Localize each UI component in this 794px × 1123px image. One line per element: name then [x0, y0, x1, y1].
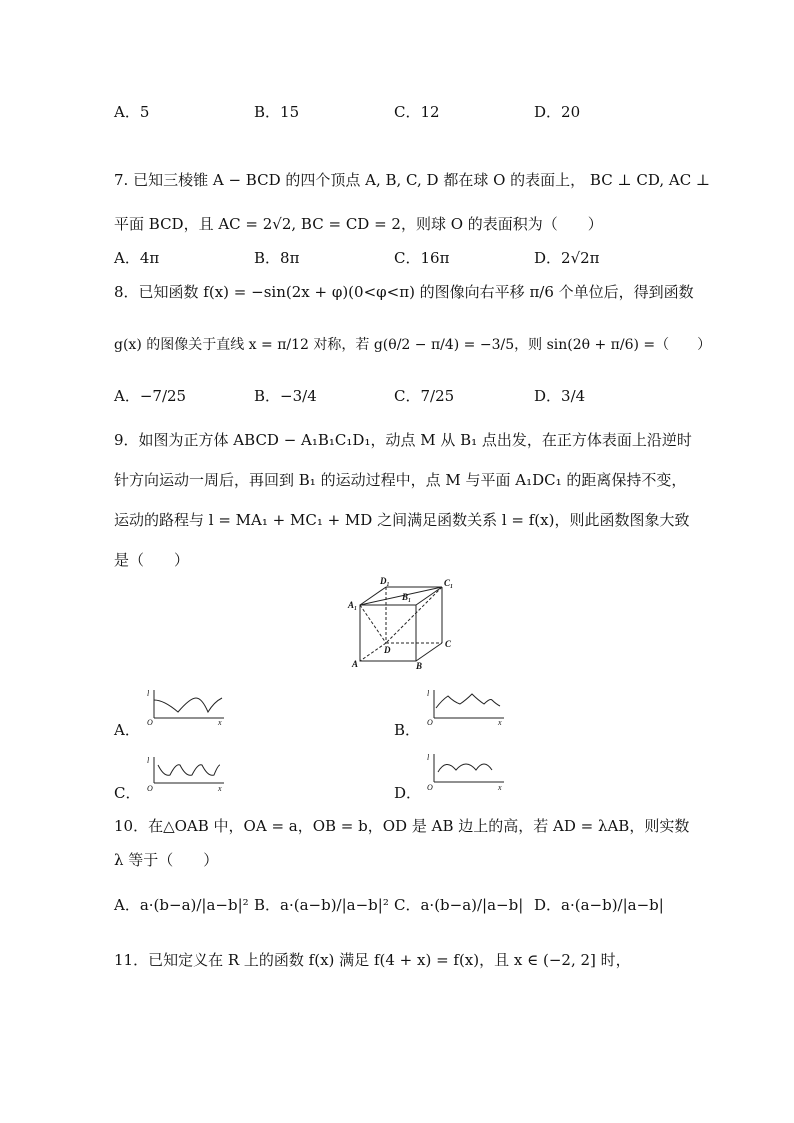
- cube-label-d: D: [384, 645, 391, 655]
- cube-figure: [340, 575, 460, 670]
- graph-c-o: O: [147, 784, 153, 793]
- q6-option-a: A．5: [114, 103, 150, 121]
- q10-option-b: B．a·(a−b)/|a−b|²: [254, 896, 389, 914]
- q9-option-c: C．: [114, 784, 141, 802]
- q6-option-b: B．15: [254, 103, 300, 121]
- graph-a-o: O: [147, 718, 153, 726]
- graph-a-l: l: [147, 689, 150, 698]
- graph-d: [424, 752, 506, 792]
- graph-a-x: x: [218, 718, 222, 726]
- q9-line-1: 9．如图为正方体 ABCD − A₁B₁C₁D₁，动点 M 从 B₁ 点出发，在正方体表面上沿逆时: [114, 431, 692, 449]
- cube-label-c: C: [445, 639, 452, 649]
- graph-d-o: O: [427, 783, 433, 792]
- q8-line-2: g(x) 的图像关于直线 x = π/12 对称，若 g(θ/2 − π/4) = −3/5，则 sin(2θ + π/6) =（ ）: [114, 337, 712, 353]
- graph-b: [424, 688, 506, 726]
- q8-option-b: B．−3/4: [254, 387, 317, 405]
- cube-label-a1: A₁: [348, 600, 358, 610]
- cube-label-a: A: [352, 659, 359, 669]
- q9-option-d: D．: [394, 784, 422, 802]
- q9-line-3: 运动的路程与 l = MA₁ + MC₁ + MD 之间满足函数关系 l = f(x)，则此函数图象大致: [114, 511, 690, 529]
- q7-line-1: 7. 已知三棱锥 A − BCD 的四个顶点 A, B, C, D 都在球 O 的表面上， BC ⊥ CD, AC ⊥: [114, 171, 711, 189]
- q7-option-c: C．16π: [394, 249, 450, 267]
- q11-line-1: 11．已知定义在 R 上的函数 f(x) 满足 f(4 + x) = f(x)，且 x ∈ (−2, 2] 时，: [114, 951, 631, 969]
- graph-b-o: O: [427, 718, 433, 726]
- cube-label-c1: C₁: [444, 578, 454, 588]
- q6-option-c: C．12: [394, 103, 440, 121]
- cube-label-b1: B₁: [402, 592, 412, 602]
- q8-option-a: A．−7/25: [114, 387, 187, 405]
- q7-option-d: D．2√2π: [534, 249, 600, 267]
- q9-option-b: B．: [394, 721, 421, 739]
- graph-d-x: x: [498, 783, 502, 792]
- q7-option-a: A．4π: [114, 249, 160, 267]
- q6-option-d: D．20: [534, 103, 581, 121]
- q9-line-2: 针方向运动一周后，再回到 B₁ 的运动过程中，点 M 与平面 A₁DC₁ 的距离保持不变，: [114, 471, 687, 489]
- q8-option-c: C．7/25: [394, 387, 455, 405]
- q7-option-b: B．8π: [254, 249, 300, 267]
- q9-option-a: A．: [114, 721, 140, 739]
- q10-option-a: A．a·(b−a)/|a−b|²: [114, 896, 249, 914]
- q10-line-1: 10．在△OAB 中，OA = a，OB = b，OD 是 AB 边上的高，若 AD = λAB，则实数: [114, 817, 690, 835]
- graph-a: [144, 688, 226, 726]
- q10-option-d: D．a·(a−b)/|a−b|: [534, 896, 664, 914]
- graph-b-x: x: [498, 718, 502, 726]
- q7-line-2: 平面 BCD，且 AC = 2√2, BC = CD = 2，则球 O 的表面积为（ ）: [114, 215, 603, 233]
- graph-d-l: l: [427, 753, 430, 762]
- q10-line-2: λ 等于（ ）: [114, 851, 219, 869]
- q10-option-c: C．a·(b−a)/|a−b|: [394, 896, 524, 914]
- graph-b-l: l: [427, 689, 430, 698]
- q8-line-1: 8．已知函数 f(x) = −sin(2x + φ)(0<φ<π) 的图像向右平移 π/6 个单位后，得到函数: [114, 283, 694, 301]
- q9-line-4: 是（ ）: [114, 551, 190, 569]
- graph-c-l: l: [147, 756, 150, 765]
- graph-c: [144, 755, 226, 793]
- cube-label-d1: D₁: [380, 576, 390, 586]
- cube-label-b: B: [416, 661, 423, 670]
- q8-option-d: D．3/4: [534, 387, 586, 405]
- graph-c-x: x: [218, 784, 222, 793]
